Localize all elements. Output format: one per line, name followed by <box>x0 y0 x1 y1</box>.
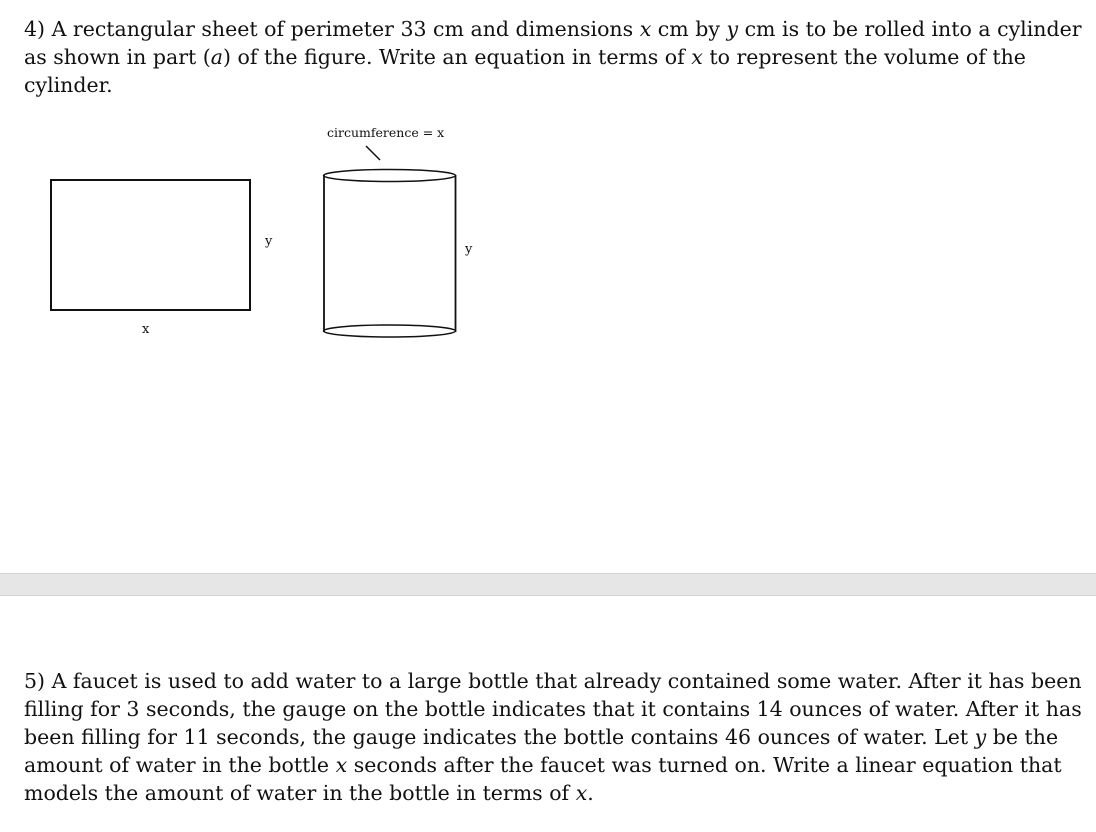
variable-x: x <box>691 45 703 69</box>
question-4-text-part: cm is to be rolled into a cylinder as shown in part ( <box>24 17 1082 69</box>
cylinder <box>324 170 456 338</box>
question-4-text-part: to represent the volume of the cylinder. <box>24 45 1026 97</box>
variable-a: a <box>210 45 223 69</box>
question-4-text-part: ) of the figure. Write an equation in terms of <box>223 45 685 69</box>
rectangle-height-label: y <box>265 234 273 249</box>
variable-x: x <box>575 781 588 805</box>
circumference-label: circumference = x <box>327 125 445 140</box>
cylinder-height-label: y <box>465 242 473 257</box>
question-5-text <box>24 667 1086 807</box>
question-4-text <box>24 15 1086 99</box>
variable-x: x <box>639 17 652 41</box>
question-5-number: 5) <box>24 669 46 693</box>
question-4-number: 4) <box>24 17 46 41</box>
question-4-text-part: A rectangular sheet of perimeter 33 cm and dimensions <box>51 17 634 41</box>
rectangle-width-label: x <box>142 322 150 337</box>
cylinder-bottom-ellipse <box>324 325 456 337</box>
cylinder-top-ellipse <box>324 170 456 182</box>
variable-y: y <box>726 17 739 41</box>
question-5-text-part: seconds after the faucet was turned on. Write a linear equation that models the amount of water in the bottle in terms of <box>24 753 1062 805</box>
circumference-pointer <box>366 146 380 160</box>
question-4-text-part: cm by <box>657 17 720 41</box>
question-divider <box>0 573 1096 596</box>
variable-y: y <box>974 725 987 749</box>
rectangle-cylinder-figure <box>0 118 520 348</box>
question-5-text-part: be the amount of water in the bottle <box>24 725 1059 777</box>
variable-x: x <box>335 753 348 777</box>
question-5-text-part: A faucet is used to add water to a large bottle that already contained some water. After it has been filling for 3 seconds, the gauge on the bottle indicates that it contains 14 ounces of water. After it has been filling for 11 seconds, the gauge indicates the bottle contains 46 ounces of water. Let <box>24 669 1082 749</box>
rectangle-sheet <box>51 180 250 310</box>
question-5-text-part: . <box>587 781 594 805</box>
